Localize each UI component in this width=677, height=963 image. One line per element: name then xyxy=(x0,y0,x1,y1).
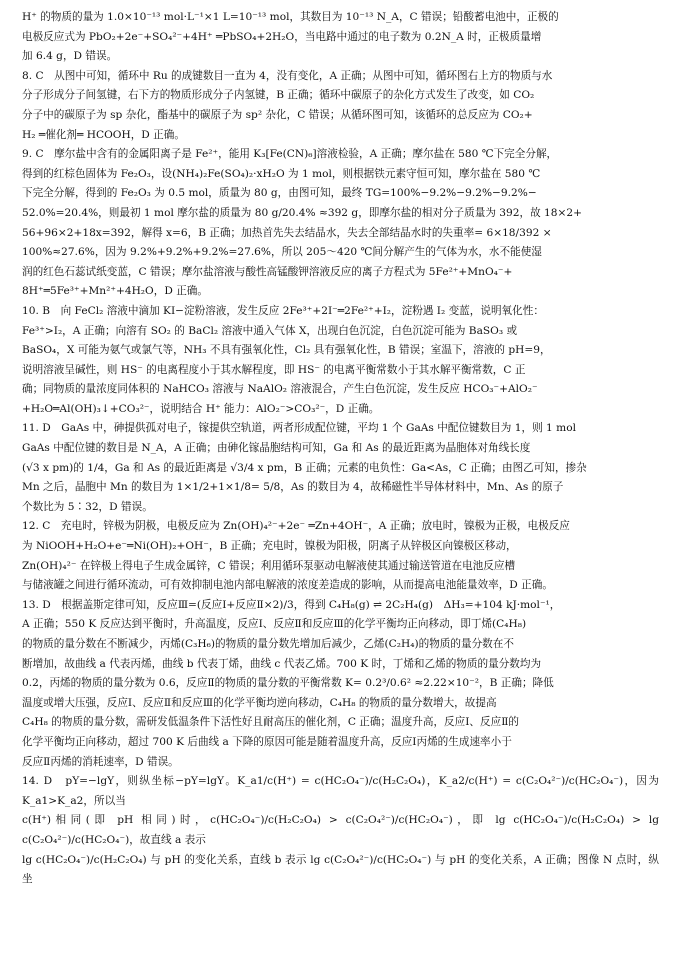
text-line: 14. D pY=−lgY，则纵坐标−pY=lgY。K_a1/c(H⁺) = c(HC₂O₄⁻)/c(H₂C₂O₄)，K_a2/c(H⁺) = c(C₂O₄²⁻)/c(HC₂O₄⁻)，因为 K_a1>K_a2，所以当 xyxy=(22,775,659,807)
text-line: 9. C 摩尔盐中含有的金属阳离子是 Fe²⁺，能用 K₃[Fe(CN)₆]溶液检验，A 正确；摩尔盐在 580 ℃下完全分解， xyxy=(22,148,558,161)
text-line: lg c(HC₂O₄⁻)/c(H₂C₂O₄) 与 pH 的变化关系，直线 b 表示 lg c(C₂O₄²⁻)/c(HC₂O₄⁻) 与 pH 的变化关系，A 正确；图像 N 点时，纵坐 xyxy=(22,853,659,886)
text-line: 100%≈27.6%，因为 9.2%+9.2%+9.2%=27.6%，所以 205～420 ℃间分解产生的气体为水，水不能使湿 xyxy=(22,246,542,259)
text-line: Zn(OH)₄²⁻ 在锌极上得电子生成金属锌，C 错误；利用循环泵驱动电解液使其通过输送管道在电池反应槽 xyxy=(22,559,516,572)
text-line: 0.2，丙烯的物质的量分数为 0.6，反应Ⅱ的物质的量分数的平衡常数 K= 0.2³/0.6² ≈2.22×10⁻²，B 正确；降低 xyxy=(22,677,554,690)
answer-text-body xyxy=(22,8,659,890)
text-line: H₂ ═催化剂═ HCOOH，D 正确。 xyxy=(22,128,185,141)
text-line: Fe³⁺>I₂，A 正确；向溶有 SO₂ 的 BaCl₂ 溶液中通入气体 X，出现白色沉淀，白色沉淀可能为 BaSO₃ 或 xyxy=(22,324,518,337)
text-line: 断增加，故曲线 a 代表丙烯，曲线 b 代表丁烯，曲线 c 代表乙烯。700 K 时，丁烯和乙烯的物质的量分数均为 xyxy=(22,657,542,670)
text-line: 说明溶液呈碱性，则 HS⁻ 的电离程度小于其水解程度，即 HS⁻ 的电离平衡常数小于其水解平衡常数，C 正 xyxy=(22,363,526,376)
text-line: 分子形成分子间氢键，右下方的物质形成分子内氢键，B 正确；循环中碳原子的杂化方式发生了改变，如 CO₂ xyxy=(22,89,535,102)
text-line: Mn 之后，晶胞中 Mn 的数目为 1×1/2+1×1/8= 5/8，As 的数目为 4，故稀磁性半导体材料中，Mn、As 的原子 xyxy=(22,481,564,494)
text-line: 的物质的量分数在不断减少，丙烯(C₃H₆)的物质的量分数先增加后减少，乙烯(C₂H₄)的物质的量分数在不 xyxy=(22,638,514,650)
text-line: 分子中的碳原子为 sp 杂化，酯基中的碳原子为 sp² 杂化，C 错误；从循环图可知，该循环的总反应为 CO₂+ xyxy=(22,108,533,121)
text-line: GaAs 中配位键的数目是 N_A，A 正确；由砷化镓晶胞结构可知，Ga 和 As 的最近距离为晶胞体对角线长度 xyxy=(22,442,531,455)
text-line: 化学平衡均正向移动，超过 700 K 后曲线 a 下降的原因可能是随着温度升高，反应Ⅰ丙烯的生成速率小于 xyxy=(22,735,512,748)
text-line: 12. C 充电时，锌极为阴极，电极反应为 Zn(OH)₄²⁻+2e⁻ ═Zn+4OH⁻，A 正确；放电时，镍极为正极，电极反应 xyxy=(22,520,570,533)
text-line: c(H⁺)相同(即 pH 相同)时，c(HC₂O₄⁻)/c(H₂C₂O₄) > c(C₂O₄²⁻)/c(HC₂O₄⁻)，即 lg c(HC₂O₄⁻)/c(H₂C₂O₄) > lg c(C₂O₄²⁻)/c(HC₂O₄⁻)，故直线 a 表示 xyxy=(22,814,659,846)
text-line: 润的红色石蕊试纸变蓝，C 错误；摩尔盐溶液与酸性高锰酸钾溶液反应的离子方程式为 5Fe²⁺+MnO₄⁻+ xyxy=(22,265,513,278)
text-line: A 正确；550 K 反应达到平衡时，升高温度，反应Ⅰ、反应Ⅱ和反应Ⅲ的化学平衡均正向移动，即丁烯(C₄H₈) xyxy=(22,618,527,631)
text-line: 得到的红棕色固体为 Fe₂O₃，设(NH₄)₂Fe(SO₄)₂·xH₂O 为 1 mol，则根据铁元素守恒可知，摩尔盐在 580 ℃ xyxy=(22,167,541,180)
text-line: 为 NiOOH+H₂O+e⁻═Ni(OH)₂+OH⁻，B 正确；充电时，镍极为阳极，阴离子从锌极区向镍极区移动， xyxy=(22,540,517,553)
text-line: 11. D GaAs 中，砷提供孤对电子，镓提供空轨道，两者形成配位键，平均 1 个 GaAs 中配位键数目为 1，则 1 mol xyxy=(22,422,576,435)
text-line: 与储液罐之间进行循环流动，可有效抑制电池内部电解液的浓度差造成的影响，从而提高电池能量效率，D 正确。 xyxy=(22,579,553,592)
text-line: 电极反应式为 PbO₂+2e⁻+SO₄²⁻+4H⁺ ═PbSO₄+2H₂O，当电路中通过的电子数为 0.2N_A 时，正极质量增 xyxy=(22,30,542,43)
text-line: H⁺ 的物质的量为 1.0×10⁻¹³ mol·L⁻¹×1 L=10⁻¹³ mol，其数目为 10⁻¹³ N_A，C 错误；铅酸蓄电池中，正极的 xyxy=(22,11,559,23)
text-line: 56+96×2+18x=392，解得 x=6，B 正确；加热首先失去结晶水，失去全部结晶水时的失重率= 6×18/392 × xyxy=(22,226,552,239)
text-line: 加 6.4 g，D 错误。 xyxy=(22,50,118,63)
text-line: 8H⁺═5Fe³⁺+Mn²⁺+4H₂O，D 正确。 xyxy=(22,285,208,298)
text-line: 8. C 从图中可知，循环中 Ru 的成键数目一直为 4，没有变化，A 正确；从图中可知，循环图右上方的物质与水 xyxy=(22,69,553,82)
text-line: BaSO₄，X 可能为氨气或氯气等，NH₃ 不具有强氧化性，Cl₂ 具有强氧化性，B 错误；室温下，溶液的 pH=9， xyxy=(22,344,551,357)
text-line: (√3 x pm)的 1/4，Ga 和 As 的最近距离是 √3/4 x pm，B 正确；元素的电负性：Ga<As，C 正确；由图乙可知，掺杂 xyxy=(22,461,587,474)
text-line: 反应Ⅱ丙烯的消耗速率，D 错误。 xyxy=(22,755,179,768)
text-line: 52.0%=20.4%，则最初 1 mol 摩尔盐的质量为 80 g/20.4% ≈392 g，即摩尔盐的相对分子质量为 392，故 18×2+ xyxy=(22,206,583,219)
text-line: 下完全分解，得到的 Fe₂O₃ 为 0.5 mol，质量为 80 g，由图可知，最终 TG=100%−9.2%−9.2%−9.2%− xyxy=(22,187,537,200)
text-line: 13. D 根据盖斯定律可知，反应Ⅲ=(反应Ⅰ+反应Ⅱ×2)/3，得到 C₄H₈(g) ⇌ 2C₂H₄(g) ΔH₃=+104 kJ·mol⁻¹， xyxy=(22,598,561,611)
text-line: 温度或增大压强，反应Ⅰ、反应Ⅱ和反应Ⅲ的化学平衡均逆向移动，C₄H₈ 的物质的量分数增大，故提高 xyxy=(22,696,497,709)
text-line: C₄H₈ 的物质的量分数，需研发低温条件下活性好且耐高压的催化剂，C 正确；温度升高，反应Ⅰ、反应Ⅱ的 xyxy=(22,716,519,729)
text-line: +H₂O═Al(OH)₃↓+CO₃²⁻，说明结合 H⁺ 能力：AlO₂⁻>CO₃²⁻，D 正确。 xyxy=(22,402,380,415)
text-line: 确；同物质的量浓度同体积的 NaHCO₃ 溶液与 NaAlO₂ 溶液混合，产生白色沉淀，发生反应 HCO₃⁻+AlO₂⁻ xyxy=(22,383,538,396)
text-line: 个数比为 5∶32，D 错误。 xyxy=(22,500,153,513)
text-line: 10. B 向 FeCl₂ 溶液中滴加 KI−淀粉溶液，发生反应 2Fe³⁺+2I⁻═2Fe²⁺+I₂，淀粉遇 I₂ 变蓝，说明氧化性： xyxy=(22,304,544,317)
